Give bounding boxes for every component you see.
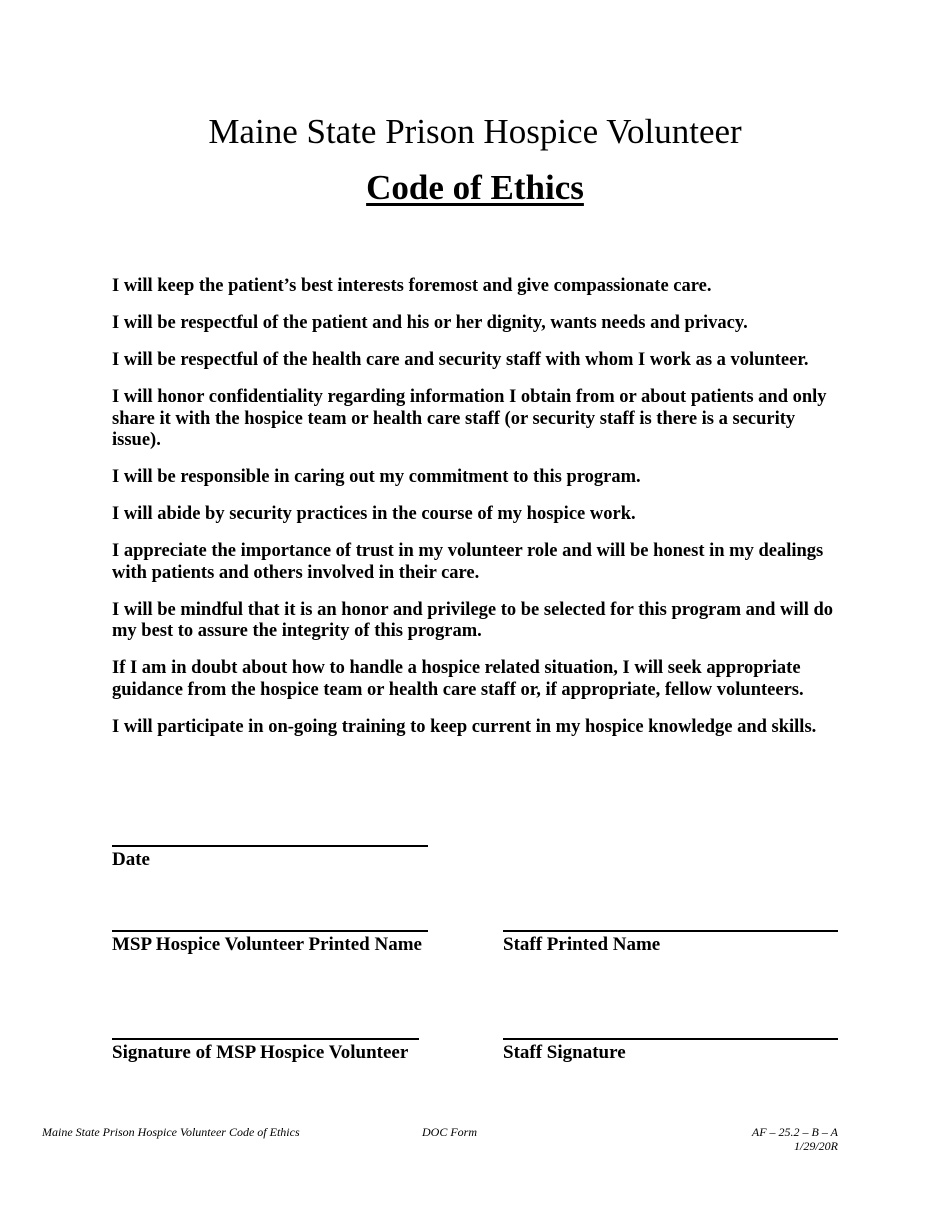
ethics-statement: I will participate in on-going training to keep current in my hospice knowledge and skills. — [112, 716, 817, 737]
ethics-statement: I will keep the patient’s best interests foremost and give compassionate care. — [112, 276, 712, 296]
ethics-statement-list — [112, 276, 842, 754]
footer-form-type: DOC Form — [422, 1125, 478, 1139]
ethics-statement: I will honor confidentiality regarding information I obtain from or about patients and only share it with the hospice team or health care staff (or security staff is there is a security issue). — [112, 387, 827, 450]
ethics-statement: I will be respectful of the patient and his or her dignity, wants needs and privacy. — [112, 313, 748, 333]
ethics-statement: I will be responsible in caring out my commitment to this program. — [112, 467, 641, 487]
ethics-statement: If I am in doubt about how to handle a hospice related situation, I will seek appropriate guidance from the hospice team or health care staff or, if appropriate, fellow volunteers. — [112, 658, 804, 700]
date-signature-line[interactable] — [112, 845, 428, 847]
footer-document-name: Maine State Prison Hospice Volunteer Code of Ethics — [42, 1125, 300, 1139]
ethics-statement: I appreciate the importance of trust in my volunteer role and will be honest in my dealings with patients and others involved in their care. — [112, 541, 824, 583]
staff-name-line[interactable] — [503, 930, 838, 932]
staff-name-label: Staff Printed Name — [503, 934, 661, 955]
page-title: Maine State Prison Hospice Volunteer — [208, 112, 742, 151]
page-subtitle: Code of Ethics — [366, 168, 584, 207]
footer-revision-date: 1/29/20R — [794, 1139, 838, 1153]
ethics-statement: I will abide by security practices in the course of my hospice work. — [112, 504, 636, 524]
staff-signature-line[interactable] — [503, 1038, 838, 1040]
volunteer-name-line[interactable] — [112, 930, 428, 932]
volunteer-signature-label: Signature of MSP Hospice Volunteer — [112, 1042, 409, 1063]
ethics-statement: I will be mindful that it is an honor and privilege to be selected for this program and will do my best to assure the integrity of this program. — [112, 599, 834, 641]
volunteer-signature-line[interactable] — [112, 1038, 419, 1040]
date-label: Date — [112, 849, 150, 870]
footer-form-code: AF – 25.2 – B – A — [751, 1125, 838, 1139]
volunteer-name-label: MSP Hospice Volunteer Printed Name — [112, 934, 422, 955]
staff-signature-label: Staff Signature — [503, 1042, 626, 1063]
ethics-statement: I will be respectful of the health care and security staff with whom I work as a volunteer. — [112, 350, 809, 370]
